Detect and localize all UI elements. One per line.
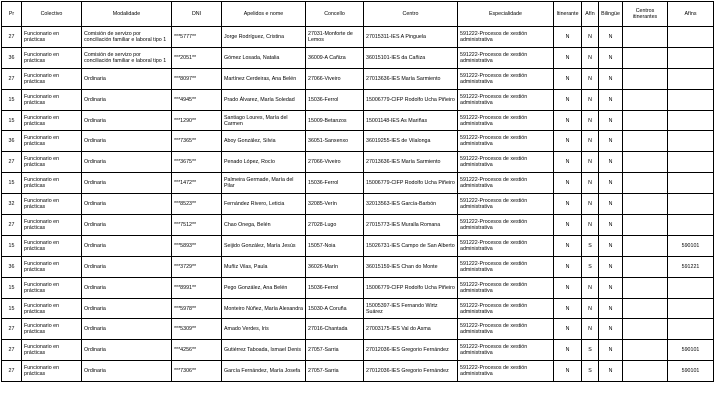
cell-centro: 15026731-IES Campo de San Alberto: [364, 235, 458, 256]
header-afins: Afíns: [668, 2, 714, 27]
cell-centro: 32013563-IES García-Barbón: [364, 194, 458, 215]
cell-modalidade: Ordinaria: [82, 194, 172, 215]
cell-bilingue: N: [599, 215, 623, 236]
table-row: [2, 319, 714, 340]
cell-centros-itinerantes: [623, 319, 668, 340]
cell-colectivo: Funcionario en prácticas: [22, 277, 82, 298]
cell-especialidade: 591222-Procesos de xestión administrativa: [458, 340, 554, 361]
cell-afin: N: [582, 89, 599, 110]
cell-dni: ***8097**: [172, 68, 222, 89]
cell-pr: 36: [2, 256, 22, 277]
cell-centros-itinerantes: [623, 340, 668, 361]
cell-apelidos: Palmeira Germade, María del Pilar: [222, 173, 306, 194]
header-colectivo: Colectivo: [22, 2, 82, 27]
cell-dni: ***7512**: [172, 215, 222, 236]
cell-centros-itinerantes: [623, 256, 668, 277]
cell-especialidade: 591222-Procesos de xestión administrativa: [458, 235, 554, 256]
cell-centros-itinerantes: [623, 235, 668, 256]
table-row: [2, 110, 714, 131]
cell-apelidos: Penado López, Rocío: [222, 152, 306, 173]
cell-afins: [668, 277, 714, 298]
cell-afin: S: [582, 340, 599, 361]
cell-pr: 36: [2, 131, 22, 152]
cell-concello: 27066-Viveiro: [306, 152, 364, 173]
cell-colectivo: Funcionario en prácticas: [22, 173, 82, 194]
cell-itinerante: N: [554, 256, 582, 277]
cell-centro: 15006779-CIFP Rodolfo Ucha Piñeiro: [364, 277, 458, 298]
cell-centro: 36019255-IES de Vilalonga: [364, 131, 458, 152]
cell-concello: 27016-Chantada: [306, 319, 364, 340]
header-centro: Centro: [364, 2, 458, 27]
cell-centros-itinerantes: [623, 131, 668, 152]
cell-centro: 15001148-IES As Mariñas: [364, 110, 458, 131]
cell-dni: ***5893**: [172, 235, 222, 256]
cell-pr: 27: [2, 340, 22, 361]
cell-itinerante: N: [554, 89, 582, 110]
cell-dni: ***7306**: [172, 361, 222, 382]
cell-afins: [668, 27, 714, 48]
cell-especialidade: 591222-Procesos de xestión administrativa: [458, 47, 554, 68]
cell-especialidade: 591222-Procesos de xestión administrativa: [458, 110, 554, 131]
table-row: [2, 361, 714, 382]
cell-afin: N: [582, 215, 599, 236]
cell-afin: N: [582, 194, 599, 215]
cell-concello: 36051-Sanxenxo: [306, 131, 364, 152]
cell-modalidade: Ordinaria: [82, 256, 172, 277]
cell-bilingue: N: [599, 256, 623, 277]
cell-bilingue: N: [599, 110, 623, 131]
table-row: [2, 152, 714, 173]
cell-centros-itinerantes: [623, 152, 668, 173]
cell-especialidade: 591222-Procesos de xestión administrativa: [458, 131, 554, 152]
cell-apelidos: García Fernández, María Josefa: [222, 361, 306, 382]
cell-itinerante: N: [554, 298, 582, 319]
cell-afins: [668, 131, 714, 152]
cell-afin: N: [582, 27, 599, 48]
cell-centro: 27015311-IES A Pinguela: [364, 27, 458, 48]
cell-concello: 36009-A Cañiza: [306, 47, 364, 68]
cell-modalidade: Ordinaria: [82, 131, 172, 152]
cell-apelidos: Gutiérrez Taboada, Ismael Denis: [222, 340, 306, 361]
cell-dni: ***3675**: [172, 152, 222, 173]
cell-centro: 27012036-IES Gregorio Fernández: [364, 361, 458, 382]
cell-dni: ***8523**: [172, 194, 222, 215]
cell-bilingue: N: [599, 319, 623, 340]
cell-especialidade: 591222-Procesos de xestión administrativa: [458, 68, 554, 89]
cell-colectivo: Funcionario en prácticas: [22, 68, 82, 89]
cell-afin: N: [582, 47, 599, 68]
cell-itinerante: N: [554, 215, 582, 236]
cell-itinerante: N: [554, 68, 582, 89]
cell-afin: N: [582, 68, 599, 89]
cell-concello: 15036-Ferrol: [306, 277, 364, 298]
header-afin: Afín: [582, 2, 599, 27]
cell-modalidade: Ordinaria: [82, 110, 172, 131]
cell-colectivo: Funcionario en prácticas: [22, 340, 82, 361]
cell-bilingue: N: [599, 131, 623, 152]
cell-centros-itinerantes: [623, 27, 668, 48]
table-row: [2, 235, 714, 256]
cell-concello: 15036-Ferrol: [306, 89, 364, 110]
cell-modalidade: Ordinaria: [82, 235, 172, 256]
cell-pr: 27: [2, 68, 22, 89]
cell-colectivo: Funcionario en prácticas: [22, 47, 82, 68]
cell-dni: ***2051**: [172, 47, 222, 68]
cell-afin: N: [582, 131, 599, 152]
cell-colectivo: Funcionario en prácticas: [22, 110, 82, 131]
header-concello: Concello: [306, 2, 364, 27]
table-row: [2, 277, 714, 298]
cell-afin: N: [582, 152, 599, 173]
cell-dni: ***1290**: [172, 110, 222, 131]
cell-bilingue: N: [599, 47, 623, 68]
cell-afins: [668, 152, 714, 173]
cell-bilingue: N: [599, 298, 623, 319]
cell-concello: 15057-Noia: [306, 235, 364, 256]
cell-bilingue: N: [599, 361, 623, 382]
cell-pr: 15: [2, 298, 22, 319]
cell-centros-itinerantes: [623, 68, 668, 89]
cell-itinerante: N: [554, 361, 582, 382]
cell-apelidos: Aboy González, Silvia: [222, 131, 306, 152]
cell-especialidade: 591222-Procesos de xestión administrativa: [458, 361, 554, 382]
cell-apelidos: Muñiz Vilas, Paula: [222, 256, 306, 277]
cell-bilingue: N: [599, 27, 623, 48]
cell-itinerante: N: [554, 152, 582, 173]
cell-bilingue: N: [599, 277, 623, 298]
cell-colectivo: Funcionario en prácticas: [22, 298, 82, 319]
cell-itinerante: N: [554, 173, 582, 194]
cell-itinerante: N: [554, 340, 582, 361]
cell-modalidade: Ordinaria: [82, 319, 172, 340]
cell-afin: S: [582, 235, 599, 256]
cell-centros-itinerantes: [623, 47, 668, 68]
cell-concello: 27057-Sarria: [306, 340, 364, 361]
cell-centros-itinerantes: [623, 361, 668, 382]
cell-centro: 27015773-IES Muralla Romana: [364, 215, 458, 236]
cell-concello: 27057-Sarria: [306, 361, 364, 382]
cell-concello: 15030-A Coruña: [306, 298, 364, 319]
cell-afins: 590101: [668, 361, 714, 382]
cell-apelidos: Martínez Cerdeiras, Ana Belén: [222, 68, 306, 89]
cell-pr: 15: [2, 235, 22, 256]
cell-colectivo: Funcionario en prácticas: [22, 152, 82, 173]
cell-colectivo: Funcionario en prácticas: [22, 89, 82, 110]
table-row: [2, 298, 714, 319]
cell-centro: 27003175-IES Val do Asma: [364, 319, 458, 340]
cell-centros-itinerantes: [623, 277, 668, 298]
cell-apelidos: Seijido González, María Jesús: [222, 235, 306, 256]
cell-afins: [668, 173, 714, 194]
cell-modalidade: Ordinaria: [82, 173, 172, 194]
cell-colectivo: Funcionario en prácticas: [22, 27, 82, 48]
cell-afin: S: [582, 361, 599, 382]
cell-concello: 15009-Betanzos: [306, 110, 364, 131]
cell-dni: ***5978**: [172, 298, 222, 319]
cell-itinerante: N: [554, 277, 582, 298]
table-row: [2, 89, 714, 110]
cell-concello: 36026-Marín: [306, 256, 364, 277]
cell-especialidade: 591222-Procesos de xestión administrativa: [458, 277, 554, 298]
cell-modalidade: Ordinaria: [82, 68, 172, 89]
cell-afins: [668, 215, 714, 236]
cell-dni: ***5309**: [172, 319, 222, 340]
cell-especialidade: 591222-Procesos de xestión administrativa: [458, 89, 554, 110]
header-row: [2, 2, 714, 27]
cell-apelidos: Santiago Loures, María del Carmen: [222, 110, 306, 131]
cell-bilingue: N: [599, 173, 623, 194]
cell-centro: 15006779-CIFP Rodolfo Ucha Piñeiro: [364, 89, 458, 110]
cell-dni: ***8991**: [172, 277, 222, 298]
table-row: [2, 194, 714, 215]
cell-pr: 27: [2, 152, 22, 173]
cell-pr: 36: [2, 47, 22, 68]
cell-centros-itinerantes: [623, 173, 668, 194]
cell-itinerante: N: [554, 194, 582, 215]
table-row: [2, 256, 714, 277]
cell-dni: ***3729**: [172, 256, 222, 277]
cell-concello: 27028-Lugo: [306, 215, 364, 236]
cell-concello: 27066-Viveiro: [306, 68, 364, 89]
cell-especialidade: 591222-Procesos de xestión administrativa: [458, 298, 554, 319]
cell-concello: 15036-Ferrol: [306, 173, 364, 194]
cell-afin: N: [582, 110, 599, 131]
cell-afins: 590101: [668, 340, 714, 361]
cell-modalidade: Ordinaria: [82, 215, 172, 236]
cell-centros-itinerantes: [623, 110, 668, 131]
cell-centros-itinerantes: [623, 89, 668, 110]
cell-dni: ***1472**: [172, 173, 222, 194]
cell-afins: 591221: [668, 256, 714, 277]
assignments-table: [1, 1, 714, 382]
cell-pr: 15: [2, 89, 22, 110]
header-centros-itinerantes: Centros itinerantes: [623, 2, 668, 27]
cell-afins: [668, 47, 714, 68]
cell-pr: 32: [2, 194, 22, 215]
cell-itinerante: N: [554, 47, 582, 68]
cell-especialidade: 591222-Procesos de xestión administrativa: [458, 173, 554, 194]
cell-apelidos: Gómez Losada, Natalia: [222, 47, 306, 68]
cell-apelidos: Pego González, Ana Belén: [222, 277, 306, 298]
header-modalidade: Modalidade: [82, 2, 172, 27]
cell-modalidade: Ordinaria: [82, 361, 172, 382]
cell-centro: 27013636-IES María Sarmiento: [364, 152, 458, 173]
table-row: [2, 27, 714, 48]
cell-centro: 15006779-CIFP Rodolfo Ucha Piñeiro: [364, 173, 458, 194]
cell-afins: [668, 68, 714, 89]
table-row: [2, 215, 714, 236]
cell-colectivo: Funcionario en prácticas: [22, 235, 82, 256]
cell-especialidade: 591222-Procesos de xestión administrativa: [458, 194, 554, 215]
cell-bilingue: N: [599, 340, 623, 361]
cell-dni: ***7365**: [172, 131, 222, 152]
cell-concello: 32085-Verín: [306, 194, 364, 215]
cell-afins: 590101: [668, 235, 714, 256]
cell-itinerante: N: [554, 131, 582, 152]
cell-dni: ***4945**: [172, 89, 222, 110]
cell-colectivo: Funcionario en prácticas: [22, 361, 82, 382]
cell-itinerante: N: [554, 319, 582, 340]
cell-especialidade: 591222-Procesos de xestión administrativa: [458, 256, 554, 277]
header-bilingue: Bilingüe: [599, 2, 623, 27]
cell-colectivo: Funcionario en prácticas: [22, 194, 82, 215]
cell-centro: 27013636-IES María Sarmiento: [364, 68, 458, 89]
cell-pr: 15: [2, 173, 22, 194]
cell-modalidade: Ordinaria: [82, 277, 172, 298]
cell-centros-itinerantes: [623, 194, 668, 215]
header-dni: DNI: [172, 2, 222, 27]
table-row: [2, 340, 714, 361]
header-apelidos: Apelidos e nome: [222, 2, 306, 27]
cell-especialidade: 591222-Procesos de xestión administrativa: [458, 152, 554, 173]
cell-afins: [668, 319, 714, 340]
header-especialidade: Especialidade: [458, 2, 554, 27]
table-row: [2, 47, 714, 68]
cell-apelidos: Amado Verdes, Iris: [222, 319, 306, 340]
cell-afin: N: [582, 173, 599, 194]
cell-itinerante: N: [554, 110, 582, 131]
table-row: [2, 131, 714, 152]
cell-pr: 15: [2, 110, 22, 131]
cell-bilingue: N: [599, 235, 623, 256]
cell-pr: 27: [2, 215, 22, 236]
cell-modalidade: Ordinaria: [82, 152, 172, 173]
cell-itinerante: N: [554, 27, 582, 48]
cell-afin: N: [582, 277, 599, 298]
cell-pr: 27: [2, 361, 22, 382]
cell-modalidade: Comisión de servizo por conciliación familiar e laboral tipo 1: [82, 27, 172, 48]
cell-centro: 27012036-IES Gregorio Fernández: [364, 340, 458, 361]
cell-apelidos: Monteiro Núñez, María Alexandra: [222, 298, 306, 319]
cell-colectivo: Funcionario en prácticas: [22, 131, 82, 152]
cell-bilingue: N: [599, 194, 623, 215]
table-row: [2, 68, 714, 89]
cell-centro: 36015159-IES Chan do Monte: [364, 256, 458, 277]
cell-pr: 27: [2, 319, 22, 340]
cell-modalidade: Ordinaria: [82, 340, 172, 361]
cell-especialidade: 591222-Procesos de xestión administrativa: [458, 215, 554, 236]
table-row: [2, 173, 714, 194]
cell-apelidos: Fernández Rivero, Leticia: [222, 194, 306, 215]
cell-bilingue: N: [599, 68, 623, 89]
cell-apelidos: Chao Onega, Belén: [222, 215, 306, 236]
cell-bilingue: N: [599, 89, 623, 110]
cell-apelidos: Prado Álvarez, María Soledad: [222, 89, 306, 110]
cell-bilingue: N: [599, 152, 623, 173]
header-pr: Pr: [2, 2, 22, 27]
cell-dni: ***4256**: [172, 340, 222, 361]
cell-centro: 15005397-IES Fernando Wirtz Suárez: [364, 298, 458, 319]
cell-modalidade: Ordinaria: [82, 298, 172, 319]
cell-centros-itinerantes: [623, 298, 668, 319]
cell-afin: S: [582, 256, 599, 277]
cell-pr: 15: [2, 277, 22, 298]
header-itinerante: Itinerante: [554, 2, 582, 27]
cell-itinerante: N: [554, 235, 582, 256]
cell-concello: 27031-Monforte de Lemos: [306, 27, 364, 48]
cell-colectivo: Funcionario en prácticas: [22, 319, 82, 340]
cell-especialidade: 591222-Procesos de xestión administrativa: [458, 319, 554, 340]
cell-modalidade: Ordinaria: [82, 89, 172, 110]
cell-especialidade: 591222-Procesos de xestión administrativa: [458, 27, 554, 48]
cell-centro: 36015101-IES da Cañiza: [364, 47, 458, 68]
cell-modalidade: Comisión de servizo por conciliación familiar e laboral tipo 1: [82, 47, 172, 68]
cell-centros-itinerantes: [623, 215, 668, 236]
cell-afins: [668, 194, 714, 215]
cell-apelidos: Jorge Rodríguez, Cristina: [222, 27, 306, 48]
cell-afins: [668, 298, 714, 319]
cell-colectivo: Funcionario en prácticas: [22, 256, 82, 277]
cell-afins: [668, 110, 714, 131]
cell-pr: 27: [2, 27, 22, 48]
cell-dni: ***5777**: [172, 27, 222, 48]
cell-afins: [668, 89, 714, 110]
cell-afin: N: [582, 298, 599, 319]
cell-colectivo: Funcionario en prácticas: [22, 215, 82, 236]
cell-afin: N: [582, 319, 599, 340]
